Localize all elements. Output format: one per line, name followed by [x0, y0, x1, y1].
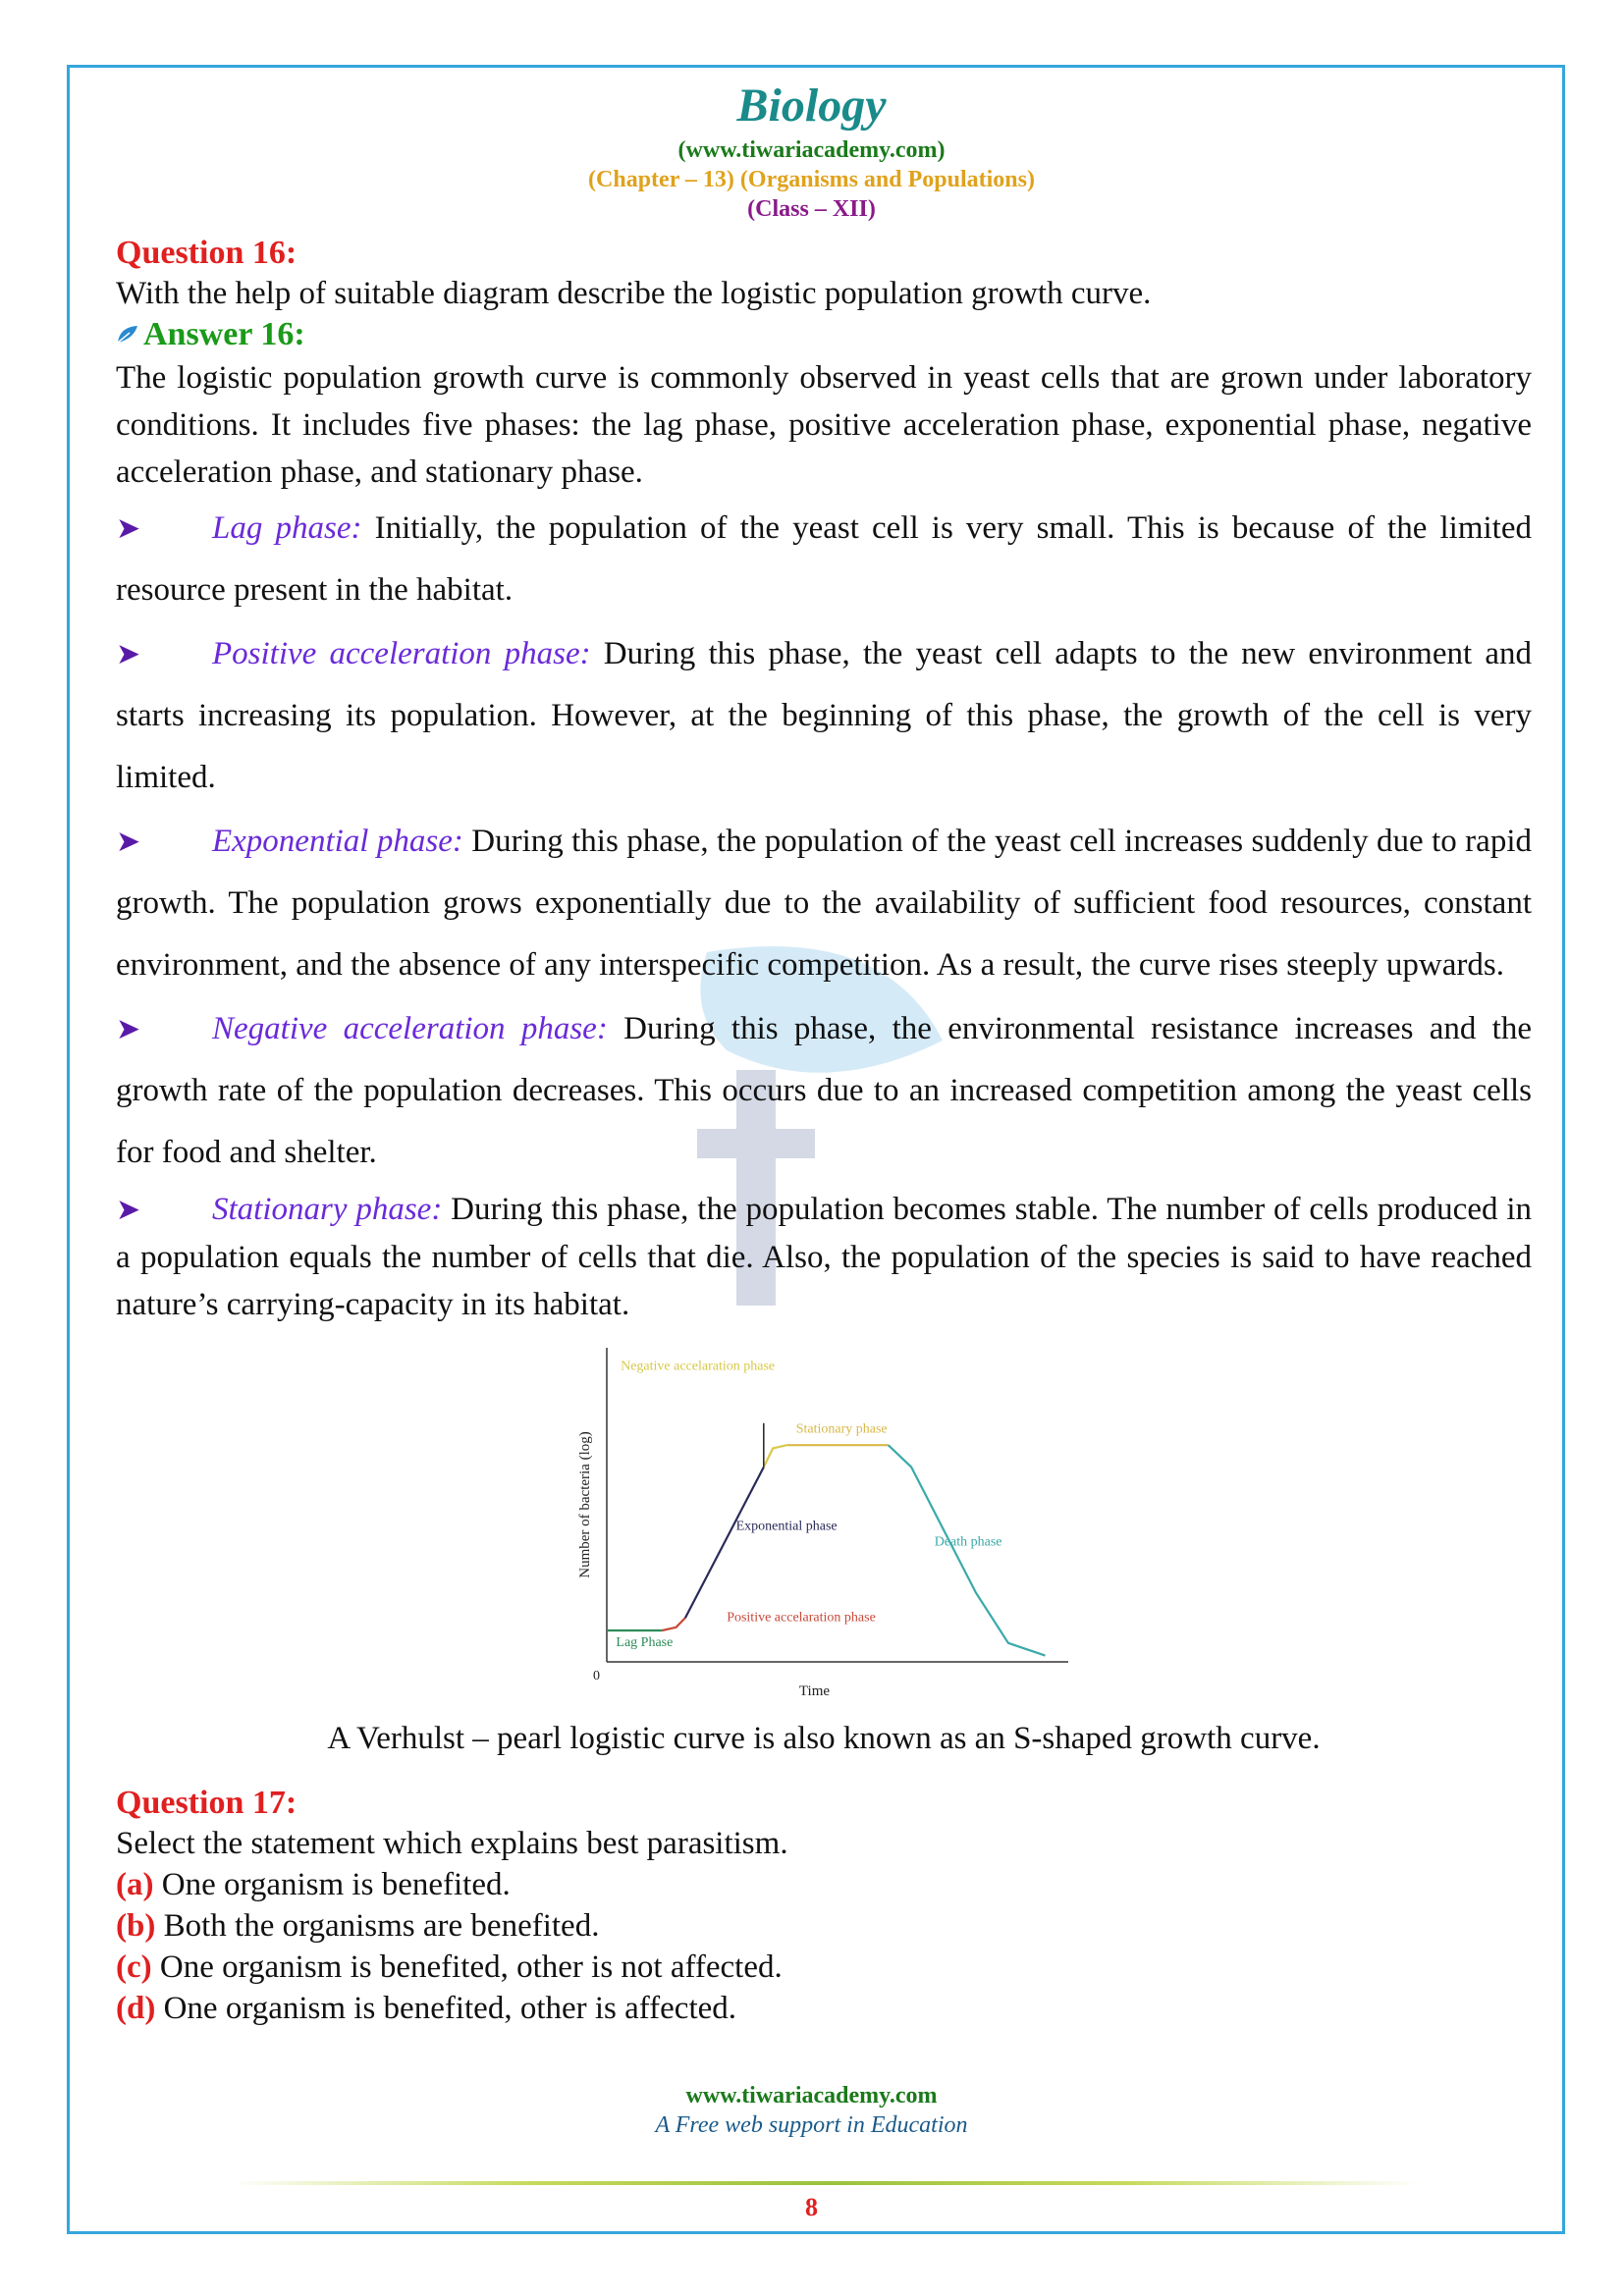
answer-16-label: Answer 16: — [143, 316, 305, 352]
bullet-stationary-phase — [116, 1186, 1532, 1328]
arrow-bullet-icon: ➤ — [116, 638, 141, 670]
option-key: (a) — [116, 1867, 154, 1902]
class-label: (Class – XII) — [747, 196, 876, 222]
bullet-text: Initially, the population of the yeast cell is very small. This is because of the limited resource present in the habitat. — [116, 510, 1532, 608]
option-a — [116, 1864, 1532, 1905]
bullet-term: Lag phase: — [212, 510, 362, 546]
chart-caption: A Verhulst – pearl logistic curve is also known as an S-shaped growth curve. — [327, 1721, 1321, 1756]
label-stationary-phase: Stationary phase — [795, 1421, 888, 1437]
page-number: 8 — [805, 2193, 818, 2221]
footer-website[interactable]: www.tiwariacademy.com — [685, 2083, 938, 2109]
curve-segment-death — [889, 1445, 1046, 1655]
question-17-title: Question 17: — [116, 1785, 298, 1821]
page-header — [0, 80, 1623, 224]
arrow-bullet-icon: ➤ — [116, 826, 141, 858]
question-16-title: Question 16: — [116, 235, 298, 271]
curve-segment-negative — [764, 1445, 787, 1467]
bullet-lag-phase — [116, 498, 1532, 621]
curve-segment-exponential — [685, 1468, 764, 1619]
header-website[interactable]: (www.tiwariacademy.com) — [677, 137, 946, 163]
bullet-term: Negative acceleration phase: — [212, 1011, 608, 1046]
bullet-text: During this phase, the population of the yeast cell increases suddenly due to rapid growth. The population grows exponentially due to the availability of sufficient food resources, constant environment, and the absence of any interspecific competition. As a result, the curve rises steeply upwards. — [116, 824, 1532, 983]
option-text: One organism is benefited. — [161, 1867, 511, 1902]
answer-16-intro: The logistic population growth curve is commonly observed in yeast cells that are grown under laboratory conditions. It includes five phases: the lag phase, positive acceleration phase, exponential phase, negative acceleration phase, and stationary phase. — [116, 360, 1532, 490]
bullet-text: During this phase, the yeast cell adapts to the new environment and starts increasing its population. However, at the beginning of this phase, the growth of the cell is very limited. — [116, 636, 1532, 795]
label-exponential-phase: Exponential phase — [735, 1519, 838, 1534]
bullet-text: During this phase, the population becomes stable. The number of cells produced in a population equals the number of cells that die. Also, the population of the species is said to have reached nature’s carrying-capacity in its habitat. — [116, 1192, 1532, 1322]
curve-segment-positive — [662, 1618, 685, 1630]
option-d — [116, 1988, 1532, 2029]
chapter-label: (Chapter – 13) (Organisms and Populations) — [588, 167, 1035, 192]
label-death-phase: Death phase — [934, 1534, 1002, 1550]
option-c — [116, 1947, 1532, 1988]
label-positive-phase: Positive accelaration phase — [727, 1610, 876, 1626]
x-origin-label: 0 — [593, 1669, 600, 1683]
bullet-negative-acceleration — [116, 998, 1532, 1184]
bullet-positive-acceleration — [116, 623, 1532, 809]
subject-title: Biology — [736, 80, 887, 132]
question-16-text: With the help of suitable diagram describe the logistic population growth curve. — [116, 276, 1152, 311]
leaf-logo-icon — [116, 323, 139, 347]
option-key: (c) — [116, 1949, 152, 1985]
footer-tagline: A Free web support in Education — [655, 2112, 968, 2138]
page-footer — [0, 2081, 1623, 2140]
option-key: (d) — [116, 1991, 156, 2026]
growth-curve-svg — [548, 1338, 1098, 1711]
main-content — [116, 234, 1532, 2029]
label-lag-phase: Lag Phase — [616, 1635, 674, 1650]
arrow-bullet-icon: ➤ — [116, 1194, 141, 1226]
bullet-term: Positive acceleration phase: — [212, 636, 591, 671]
y-axis-label: Number of bacteria (log) — [577, 1431, 593, 1578]
answer-16-title — [116, 315, 1532, 354]
bullet-term: Stationary phase: — [212, 1192, 443, 1227]
option-text: One organism is benefited, other is affected. — [163, 1991, 737, 2026]
question-17-text: Select the statement which explains best parasitism. — [116, 1826, 788, 1861]
growth-curve-chart — [548, 1338, 1098, 1711]
arrow-bullet-icon: ➤ — [116, 512, 141, 545]
arrow-bullet-icon: ➤ — [116, 1013, 141, 1045]
bullet-term: Exponential phase: — [212, 824, 463, 859]
bullet-exponential-phase — [116, 811, 1532, 996]
option-text: One organism is benefited, other is not affected. — [159, 1949, 783, 1985]
bullet-text: During this phase, the environmental resistance increases and the growth rate of the population decreases. This occurs due to an increased competition among the yeast cells for food and shelter. — [116, 1011, 1533, 1170]
x-axis-label: Time — [798, 1683, 831, 1699]
label-negative-phase: Negative accelaration phase — [621, 1359, 776, 1374]
option-b — [116, 1905, 1532, 1947]
option-key: (b) — [116, 1908, 156, 1944]
option-text: Both the organisms are benefited. — [163, 1908, 600, 1944]
footer-divider — [232, 2181, 1420, 2185]
